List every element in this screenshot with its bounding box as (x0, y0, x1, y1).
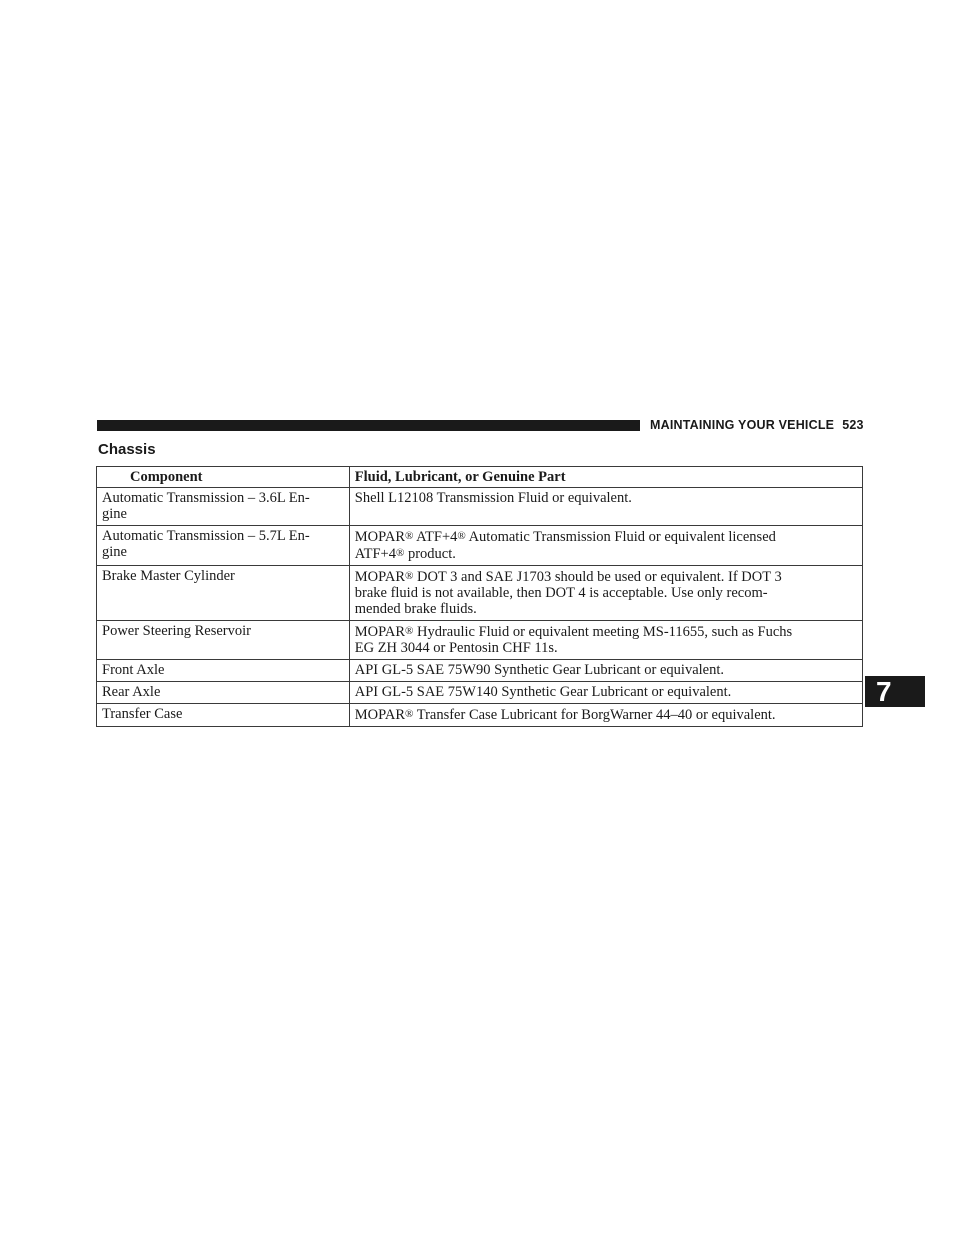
component-cell: Front Axle (97, 660, 350, 682)
page-number: 523 (842, 418, 864, 432)
component-cell: Rear Axle (97, 682, 350, 704)
fluid-cell: MOPAR® Hydraulic Fluid or equivalent meeting MS-11655, such as Fuchs EG ZH 3044 or Pentosin CHF 11s. (349, 621, 862, 660)
component-cell: Power Steering Reservoir (97, 621, 350, 660)
component-cell: Brake Master Cylinder (97, 566, 350, 621)
fluids-table (96, 466, 863, 727)
section-title: Chassis (98, 441, 156, 458)
table-row (97, 660, 863, 682)
fluid-cell: Shell L12108 Transmission Fluid or equivalent. (349, 488, 862, 526)
fluid-cell: API GL-5 SAE 75W140 Synthetic Gear Lubricant or equivalent. (349, 682, 862, 704)
table-header-row (97, 467, 863, 488)
table-row (97, 682, 863, 704)
column-header-component: Component (97, 467, 350, 488)
table-row (97, 621, 863, 660)
component-cell: Automatic Transmission – 3.6L En- gine (97, 488, 350, 526)
table-row (97, 526, 863, 566)
column-header-fluid: Fluid, Lubricant, or Genuine Part (349, 467, 862, 488)
chapter-tab: 7 (865, 676, 925, 707)
running-header (650, 418, 864, 432)
fluid-cell: MOPAR® Transfer Case Lubricant for BorgWarner 44–40 or equivalent. (349, 704, 862, 727)
header-section-title: MAINTAINING YOUR VEHICLE (650, 418, 835, 432)
fluid-cell: MOPAR® DOT 3 and SAE J1703 should be used or equivalent. If DOT 3 brake fluid is not available, then DOT 4 is acceptable. Use only recom- mended brake fluids. (349, 566, 862, 621)
table-row (97, 704, 863, 727)
table-row (97, 488, 863, 526)
component-cell: Automatic Transmission – 5.7L En- gine (97, 526, 350, 566)
fluid-cell: MOPAR® ATF+4® Automatic Transmission Fluid or equivalent licensed ATF+4® product. (349, 526, 862, 566)
header-rule (97, 420, 640, 431)
component-cell: Transfer Case (97, 704, 350, 727)
table-row (97, 566, 863, 621)
table-body (97, 488, 863, 727)
fluid-cell: API GL-5 SAE 75W90 Synthetic Gear Lubricant or equivalent. (349, 660, 862, 682)
